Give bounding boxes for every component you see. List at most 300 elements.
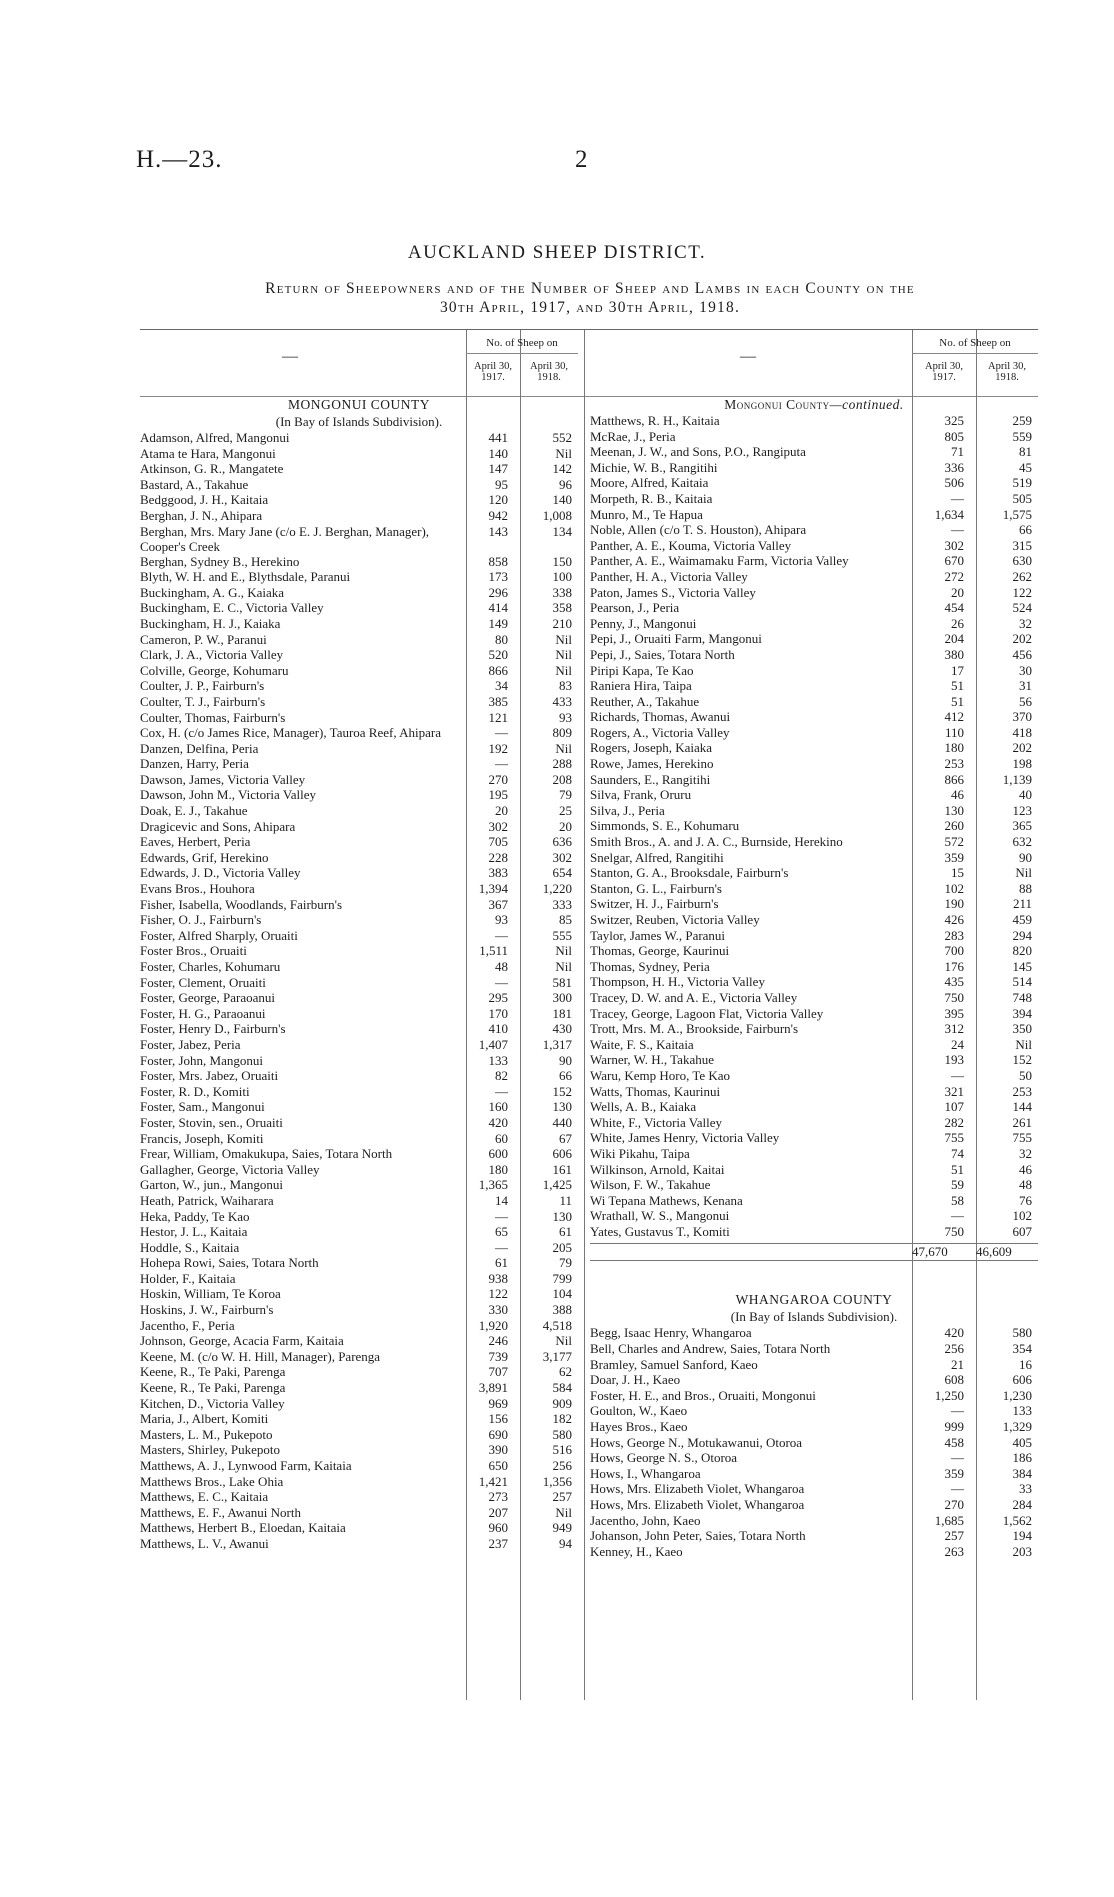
owner-name: Snelgar, Alfred, Rangitihi [590, 849, 724, 865]
sheep-1917: 395 [944, 1005, 964, 1021]
table-row [140, 1053, 578, 1069]
sheep-1917: 46 [951, 787, 964, 803]
owner-name: Munro, M., Te Hapua [590, 506, 703, 522]
table-row [590, 1224, 1038, 1240]
table-row [590, 475, 1038, 491]
sheep-1918: 358 [552, 600, 572, 616]
sheep-1918: 580 [1012, 1325, 1032, 1341]
sheep-1918: 440 [552, 1114, 572, 1130]
sheep-1917: 572 [944, 834, 964, 850]
owner-name: Hoddle, S., Kaitaia [140, 1239, 240, 1255]
sheep-1918: 302 [552, 849, 572, 865]
county-totals [590, 1243, 1038, 1261]
sheep-1917: 969 [488, 1395, 508, 1411]
sheep-1917: 506 [944, 475, 964, 491]
owner-name: Colville, George, Kohumaru [140, 662, 289, 678]
sheep-1918: 516 [552, 1442, 572, 1458]
owner-name: Moore, Alfred, Kaitaia [590, 475, 709, 491]
table-row [590, 1435, 1038, 1451]
right-rows [590, 413, 1038, 1239]
sheep-1917: — [951, 522, 964, 538]
sheep-1917: 130 [944, 802, 964, 818]
sheep-1918: 25 [559, 803, 572, 819]
sheep-1918: 130 [552, 1099, 572, 1115]
table-row [140, 1333, 578, 1349]
sheep-1917: 270 [488, 771, 508, 787]
table-row [140, 524, 578, 554]
owner-name: Noble, Allen (c/o T. S. Houston), Ahipara [590, 522, 807, 538]
sheep-1918: 93 [559, 709, 572, 725]
table-row [140, 819, 578, 835]
table-row [140, 1209, 578, 1225]
owner-name: Silva, Frank, Oruru [590, 787, 692, 803]
sheep-1918: 300 [552, 990, 572, 1006]
left-header-1918-line2: 1918. [537, 372, 561, 383]
whangaroa-title: WHANGAROA COUNTY [735, 1292, 893, 1308]
sheep-1918: 949 [552, 1520, 572, 1536]
owner-name: Smith Bros., A. and J. A. C., Burnside, Herekino [590, 834, 843, 850]
owner-name: Gallagher, George, Victoria Valley [140, 1161, 320, 1177]
sheep-1917: 383 [488, 865, 508, 881]
owner-name: Rogers, A., Victoria Valley [590, 724, 730, 740]
table-row [590, 943, 1038, 959]
sheep-1918: 79 [559, 787, 572, 803]
table-row [590, 912, 1038, 928]
owner-name: Frear, William, Omakukupa, Saies, Totara North [140, 1146, 393, 1162]
table-row [140, 710, 578, 726]
table-row [140, 959, 578, 975]
sheep-1918: 654 [552, 865, 572, 881]
owner-name: Wilkinson, Arnold, Kaitai [590, 1161, 725, 1177]
sheep-1917: 359 [944, 849, 964, 865]
sheep-1917: — [951, 1481, 964, 1497]
table-row [590, 1193, 1038, 1209]
sheep-1918: 145 [1012, 958, 1032, 974]
table-row [140, 569, 578, 585]
table-row [140, 1505, 578, 1521]
table-row [590, 740, 1038, 756]
sheep-1918: 394 [1012, 1005, 1032, 1021]
sheep-1917: 866 [488, 662, 508, 678]
owner-name: Buckingham, A. G., Kaiaka [140, 584, 285, 600]
owner-name: Bell, Charles and Andrew, Saies, Totara North [590, 1341, 831, 1357]
table-row [590, 444, 1038, 460]
sheep-1917: 256 [944, 1341, 964, 1357]
sheep-1917: 302 [488, 818, 508, 834]
sheep-1918: 1,575 [1002, 506, 1032, 522]
return-title-line2: 30th April, 1917, and 30th April, 1918. [439, 299, 741, 316]
sheep-1917: 48 [495, 959, 508, 974]
sheep-1917: 700 [944, 943, 964, 959]
page-number: 2 [575, 146, 588, 173]
sheep-1917: 21 [951, 1356, 964, 1372]
table-row [140, 1084, 578, 1100]
sheep-1917: 270 [944, 1497, 964, 1512]
whangaroa-rows [590, 1325, 1038, 1559]
left-column [140, 330, 578, 1552]
sheep-1918: 61 [559, 1224, 572, 1240]
sheep-1918: 152 [552, 1083, 572, 1099]
sheep-1917: 140 [488, 445, 508, 461]
sheep-1917: 24 [951, 1036, 964, 1052]
sheep-1918: 85 [559, 912, 572, 928]
owner-name: Tracey, D. W. and A. E., Victoria Valley [590, 989, 798, 1005]
table-row [140, 647, 578, 663]
left-header-1918 [520, 361, 578, 383]
table-row [140, 461, 578, 477]
sheep-1917: 122 [488, 1286, 508, 1302]
sheep-1917: 420 [488, 1114, 508, 1130]
table-row [140, 1536, 578, 1552]
table-row [140, 1099, 578, 1115]
owner-name: Hows, George N., Motukawanui, Otoroa [590, 1434, 803, 1450]
sheep-1917: 960 [488, 1520, 508, 1536]
owner-name: Edwards, Grif, Herekino [140, 849, 269, 865]
owner-name: Paton, James S., Victoria Valley [590, 584, 756, 600]
return-title-line1: Return of Sheepowners and of the Number of Sheep and Lambs in each County on the [265, 280, 915, 297]
right-header-1918-line1: April 30, [988, 361, 1026, 372]
owner-name: Pepi, J., Oruaiti Farm, Mangonui [590, 631, 762, 647]
sheep-1917: 190 [944, 896, 964, 912]
owner-name: Wiki Pikahu, Taipa [590, 1145, 690, 1161]
whangaroa-subtitle: (In Bay of Islands Subdivision). [730, 1309, 898, 1325]
table-row [590, 1513, 1038, 1529]
sheep-1917: 454 [944, 600, 964, 616]
table-row [140, 1271, 578, 1287]
sheep-1918: 365 [1012, 818, 1032, 834]
sheep-1917: 330 [488, 1302, 508, 1318]
owner-name: Foster, R. D., Komiti [140, 1083, 250, 1099]
table-row [590, 460, 1038, 476]
table-row [140, 1115, 578, 1131]
left-table-header [140, 330, 578, 396]
sheep-1917: 608 [944, 1372, 964, 1388]
owner-name: Bramley, Samuel Sanford, Kaeo [590, 1356, 758, 1372]
sheep-1917: 1,394 [478, 881, 508, 897]
sheep-1917: — [951, 1208, 964, 1224]
district-title: AUCKLAND SHEEP DISTRICT. [407, 242, 707, 263]
sheep-1917: 1,421 [478, 1473, 508, 1489]
page-reference: H.—23. [136, 146, 223, 173]
sheep-1917: 176 [944, 958, 964, 974]
sheep-1917: 17 [951, 662, 964, 678]
sheep-1918: 820 [1012, 943, 1032, 959]
sheep-1917: 180 [488, 1161, 508, 1177]
sheep-1917: 107 [944, 1099, 964, 1115]
owner-name: Danzen, Delfina, Peria [140, 740, 259, 756]
sheep-1917: 866 [944, 771, 964, 787]
sheep-1917: 295 [488, 990, 508, 1006]
right-table-header [590, 330, 1038, 396]
sheep-1918: 748 [1012, 989, 1032, 1005]
table-row [140, 1427, 578, 1443]
table-row [140, 1240, 578, 1256]
table-row [590, 1037, 1038, 1053]
sheep-1917: 102 [944, 880, 964, 896]
table-row [140, 1286, 578, 1302]
table-row [590, 1419, 1038, 1435]
owner-name: Maria, J., Albert, Komiti [140, 1411, 269, 1427]
sheep-1918: 430 [552, 1021, 572, 1037]
sheep-1918: 580 [552, 1426, 572, 1442]
owner-name: Goulton, W., Kaeo [590, 1403, 688, 1419]
table-row [140, 446, 578, 462]
sheep-1917: 26 [951, 615, 964, 631]
owner-name: Edwards, J. D., Victoria Valley [140, 865, 301, 881]
sheep-1917: — [951, 1450, 964, 1466]
sheep-1918: 1,356 [542, 1473, 572, 1489]
sheep-1918: 203 [1012, 1543, 1032, 1559]
owner-name: Panther, H. A., Victoria Valley [590, 568, 748, 584]
table-row [590, 928, 1038, 944]
table-row [590, 803, 1038, 819]
sheep-1917: 3,891 [478, 1380, 508, 1396]
table-row [140, 1349, 578, 1365]
table-row [590, 1021, 1038, 1037]
sheep-1918: 50 [1019, 1067, 1032, 1083]
sheep-1918: Nil [555, 943, 572, 959]
owner-name: Kitchen, D., Victoria Valley [140, 1395, 285, 1411]
right-header-group-rule [912, 353, 1038, 354]
owner-name: Adamson, Alfred, Mangonui [140, 430, 290, 445]
sheep-1917: 359 [944, 1465, 964, 1481]
sheep-1918: 3,177 [542, 1348, 572, 1364]
owner-name: Thomas, George, Kaurinui [590, 943, 730, 959]
owner-name: Foster Bros., Oruaiti [140, 943, 247, 959]
sheep-1917: 147 [488, 461, 508, 477]
sheep-1918: 76 [1019, 1192, 1032, 1208]
sheep-1917: — [495, 725, 508, 741]
owner-name: Hows, Mrs. Elizabeth Violet, Whangaroa [590, 1497, 805, 1512]
owner-name: McRae, J., Peria [590, 428, 676, 444]
sheep-1918: 48 [1019, 1177, 1032, 1193]
owner-name: Bastard, A., Takahue [140, 476, 249, 492]
owner-name: Tracey, George, Lagoon Flat, Victoria Valley [590, 1005, 824, 1021]
table-row [140, 1411, 578, 1427]
sheep-1917: 1,511 [479, 943, 508, 959]
sheep-1917: 14 [495, 1192, 508, 1208]
table-row [590, 631, 1038, 647]
totals-label-spacer [590, 1244, 912, 1260]
sheep-1917: 942 [488, 507, 508, 523]
sheep-1918: 194 [1012, 1528, 1032, 1544]
table-row [140, 477, 578, 493]
owner-name: Begg, Isaac Henry, Whangaroa [590, 1325, 752, 1341]
owner-name: Bedggood, J. H., Kaitaia [140, 492, 269, 508]
right-header-dash: — [740, 348, 756, 365]
sheep-1917: 410 [488, 1021, 508, 1037]
sheep-1917: — [495, 974, 508, 990]
owner-name: Saunders, E., Rangitihi [590, 771, 711, 787]
table-row [590, 709, 1038, 725]
owner-name: Berghan, Mrs. Mary Jane (c/o E. J. Berghan, Manager), Cooper's Creek [140, 523, 430, 554]
sheep-1918: Nil [555, 662, 572, 678]
table-row [590, 725, 1038, 741]
table-row [590, 585, 1038, 601]
owner-name: Wrathall, W. S., Mangonui [590, 1208, 730, 1224]
sheep-1917: 458 [944, 1434, 964, 1450]
owner-name: Clark, J. A., Victoria Valley [140, 647, 284, 663]
sheep-1917: 296 [488, 584, 508, 600]
table-row [140, 554, 578, 570]
owner-name: Hohepa Rowi, Saies, Totara North [140, 1255, 319, 1271]
table-row [590, 678, 1038, 694]
sheep-1918: 559 [1012, 428, 1032, 444]
owner-name: Hows, George N. S., Otoroa [590, 1450, 738, 1466]
table-row [140, 834, 578, 850]
sheep-1917: 82 [495, 1068, 508, 1084]
sheep-1918: 32 [1019, 1145, 1032, 1161]
sheep-1917: 412 [944, 709, 964, 725]
sheep-1918: 62 [559, 1364, 572, 1380]
sheep-1917: 61 [495, 1255, 508, 1271]
sheep-1918: 256 [552, 1458, 572, 1473]
owner-name: Foster, Mrs. Jabez, Oruaiti [140, 1068, 279, 1084]
sheep-1918: 581 [552, 974, 572, 990]
left-header-group-rule [466, 353, 578, 354]
table-row [590, 1068, 1038, 1084]
table-row [140, 865, 578, 881]
table-row [140, 1318, 578, 1334]
return-title [150, 279, 1030, 317]
owner-name: Hoskin, William, Te Koroa [140, 1286, 281, 1302]
owner-name: Watts, Thomas, Kaurinui [590, 1083, 721, 1099]
sheep-1918: 315 [1012, 537, 1032, 553]
total-1917: 47,670 [912, 1244, 948, 1260]
table-row [140, 632, 578, 648]
owner-name: Trott, Mrs. M. A., Brookside, Fairburn's [590, 1021, 799, 1037]
sheep-1918: 122 [1012, 584, 1032, 600]
sheep-1918: 40 [1019, 787, 1032, 803]
sheep-1918: 284 [1012, 1497, 1032, 1512]
table-row [590, 553, 1038, 569]
sheep-1918: 552 [552, 430, 572, 445]
owner-name: Holder, F., Kaitaia [140, 1270, 236, 1286]
sheep-1917: 1,634 [934, 506, 964, 522]
sheep-1918: 809 [552, 725, 572, 741]
right-header-1918 [976, 361, 1038, 383]
owner-name: Coulter, T. J., Fairburn's [140, 693, 266, 709]
table-row [590, 491, 1038, 507]
sheep-1918: 524 [1012, 600, 1032, 616]
sheep-1918: 555 [552, 927, 572, 943]
table-row [590, 1115, 1038, 1131]
center-divider [584, 330, 585, 1700]
table-row [590, 507, 1038, 523]
right-column [590, 330, 1038, 1559]
owner-name: Foster, Jabez, Peria [140, 1036, 241, 1052]
owner-name: Reuther, A., Takahue [590, 693, 700, 709]
table-row [590, 1130, 1038, 1146]
left-header-1917 [466, 361, 520, 383]
sheep-1918: 202 [1012, 740, 1032, 756]
table-row [140, 912, 578, 928]
right-header-group: No. of Sheep on [939, 337, 1011, 349]
sheep-1918: 104 [552, 1286, 572, 1302]
sheep-1917: 170 [488, 1005, 508, 1021]
sheep-1917: 435 [944, 974, 964, 990]
sheep-1917: 380 [944, 646, 964, 662]
sheep-1917: 253 [944, 756, 964, 772]
owner-name: Coulter, Thomas, Fairburn's [140, 709, 286, 725]
sheep-1918: Nil [555, 631, 572, 647]
owner-name: Dawson, John M., Victoria Valley [140, 787, 317, 803]
table-row [140, 787, 578, 803]
sheep-1918: 56 [1019, 693, 1032, 709]
sheep-1917: 65 [495, 1224, 508, 1240]
table-row [140, 1193, 578, 1209]
left-header-dash: — [282, 348, 298, 365]
sheep-1918: Nil [555, 959, 572, 974]
owner-name: Morpeth, R. B., Kaitaia [590, 490, 713, 506]
sheep-1918: 459 [1012, 912, 1032, 927]
right-header-1918-line2: 1918. [995, 372, 1019, 383]
sheep-1917: 192 [488, 740, 508, 756]
owner-name: Silva, J., Peria [590, 802, 665, 818]
sheep-1917: 133 [488, 1052, 508, 1068]
sheep-1917: 60 [495, 1130, 508, 1146]
sheep-1918: 66 [559, 1068, 572, 1084]
sheep-1918: 288 [552, 756, 572, 772]
sheep-1918: 584 [552, 1380, 572, 1396]
section-title-continued [590, 396, 1038, 413]
owner-name: Taylor, James W., Paranui [590, 927, 726, 943]
sheep-1917: 336 [944, 459, 964, 475]
sheep-1917: 426 [944, 912, 964, 927]
sheep-1917: 705 [488, 834, 508, 850]
owner-name: Matthews, A. J., Lynwood Farm, Kaitaia [140, 1458, 352, 1473]
sheep-1917: 1,407 [478, 1036, 508, 1052]
owner-name: Hestor, J. L., Kaitaia [140, 1224, 248, 1240]
owner-name: Francis, Joseph, Komiti [140, 1130, 264, 1146]
owner-name: Foster, H. E., and Bros., Oruaiti, Mongonui [590, 1387, 816, 1403]
sheep-1917: 160 [488, 1099, 508, 1115]
sheep-1918: 66 [1019, 522, 1032, 538]
owner-name: Evans Bros., Houhora [140, 881, 255, 897]
table-row [590, 1177, 1038, 1193]
sheep-1918: 755 [1012, 1130, 1032, 1146]
sheep-1917: 74 [951, 1145, 964, 1161]
owner-name: Foster, Clement, Oruaiti [140, 974, 266, 990]
owner-name: Hows, Mrs. Elizabeth Violet, Whangaroa [590, 1481, 805, 1497]
sheep-1917: — [495, 927, 508, 943]
table-row [140, 508, 578, 524]
sheep-1917: 237 [488, 1535, 508, 1551]
owner-name: Waite, F. S., Kaitaia [590, 1036, 694, 1052]
owner-name: Buckingham, H. J., Kaiaka [140, 615, 281, 631]
owner-name: Foster, Sam., Mangonui [140, 1099, 265, 1115]
owner-name: Doar, J. H., Kaeo [590, 1372, 681, 1388]
table-row [140, 928, 578, 944]
sheep-1917: 520 [488, 647, 508, 663]
sheep-1918: 198 [1012, 756, 1032, 772]
owner-name: Waru, Kemp Horo, Te Kao [590, 1067, 731, 1083]
owner-name: White, F., Victoria Valley [590, 1114, 723, 1130]
owner-name: Keene, M. (c/o W. H. Hill, Manager), Parenga [140, 1348, 381, 1364]
table-row [140, 1302, 578, 1318]
sheep-1917: 95 [495, 476, 508, 492]
sheep-1918: Nil [555, 1333, 572, 1349]
table-row [590, 1006, 1038, 1022]
sheep-1918: 79 [559, 1255, 572, 1271]
sheep-1918: 186 [1012, 1450, 1032, 1466]
table-row [140, 585, 578, 601]
sheep-1918: 211 [1012, 896, 1032, 912]
owner-name: Hoskins, J. W., Fairburn's [140, 1302, 274, 1318]
owner-name: Matthews, Herbert B., Eloedan, Kaitaia [140, 1520, 346, 1536]
table-row [590, 600, 1038, 616]
sheep-1918: 1,008 [542, 507, 572, 523]
